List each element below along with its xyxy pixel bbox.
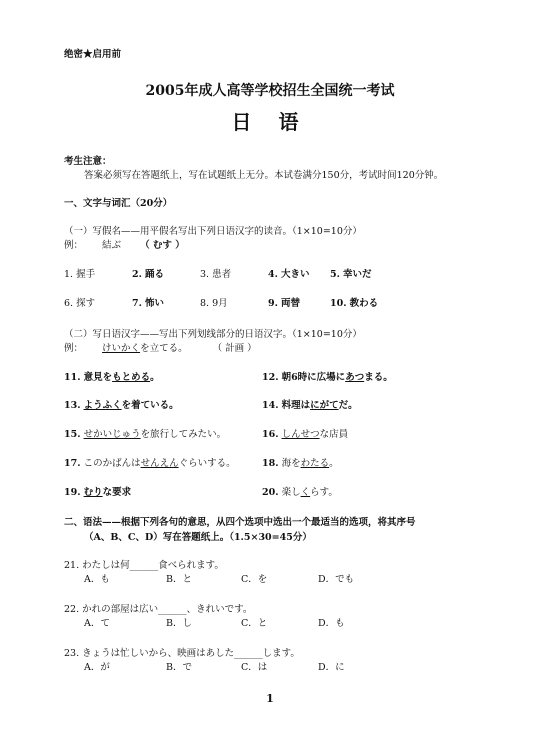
- part2-item-17: 17. このかばんはせんえんぐらいする。: [64, 458, 236, 469]
- question-22-option-b: B．し: [166, 618, 192, 629]
- part1-item-7: 7. 怖い: [132, 298, 164, 309]
- part1-item-8: 8. 9月: [200, 298, 228, 309]
- question-22: 22. かれの部屋は広い______、きれいです。: [64, 604, 253, 615]
- notice-heading: 考生注意：: [64, 156, 112, 167]
- question-23-option-a: A．が: [84, 662, 110, 673]
- question-21-option-c: C．を: [241, 574, 268, 585]
- part1-item-4: 4. 大きい: [268, 269, 310, 280]
- notice-text: 答案必须写在答题纸上，写在试题纸上无分。本试卷满分150分，考试时间120分钟。: [84, 170, 444, 181]
- part2-item-16: 16. しんせつな店員: [262, 429, 349, 440]
- question-21-option-b: B．と: [166, 574, 192, 585]
- part1-item-1: 1. 握手: [64, 269, 96, 280]
- example-label: 例：: [64, 240, 84, 251]
- part1-item-9: 9. 両替: [268, 298, 300, 309]
- part2-item-14: 14. 料理はにがてだ。: [262, 400, 358, 411]
- question-22-option-d: D．も: [318, 618, 345, 629]
- part2-item-20: 20. 楽しくらす。: [262, 487, 338, 498]
- example-answer: （ むす ）: [140, 240, 185, 251]
- question-21-option-a: A．も: [84, 574, 110, 585]
- question-21: 21. わたしは何______食べられます。: [64, 560, 224, 571]
- part2-item-19: 19. むりな要求: [64, 487, 132, 498]
- part1-item-5: 5. 幸いだ: [330, 269, 372, 280]
- question-22-option-a: A．て: [84, 618, 110, 629]
- question-23: 23. きょうは忙しいから、映画はあした______します。: [64, 648, 300, 659]
- question-23-option-b: B．で: [166, 662, 192, 673]
- part2-item-18: 18. 海をわたる。: [262, 458, 339, 469]
- question-21-option-d: D．でも: [318, 574, 355, 585]
- part2-instruction: （二）写日语汉字——写出下列划线部分的日语汉字。（1×10=10分）: [64, 329, 362, 340]
- example-underlined: けいかく: [102, 343, 141, 354]
- section1-heading: 一、文字与词汇（20分）: [64, 198, 173, 209]
- example-label: 例：: [64, 343, 84, 354]
- part1-item-6: 6. 探す: [64, 298, 96, 309]
- part2-item-15: 15. せかいじゅうを旅行してみたい。: [64, 429, 227, 440]
- question-23-option-d: D．に: [318, 662, 345, 673]
- part1-item-10: 10. 教わる: [330, 298, 379, 309]
- part2-item-13: 13. ようふくを着ている。: [64, 400, 179, 411]
- part2-item-11: 11. 意見をもとめる。: [64, 372, 160, 383]
- part1-item-3: 3. 患者: [200, 269, 232, 280]
- example-rest: を立てる。: [140, 343, 188, 354]
- question-22-option-c: C．と: [241, 618, 268, 629]
- exam-title: 2005年成人高等学校招生全国统一考试: [145, 83, 395, 99]
- section2-heading: 二、语法——根据下列各句的意思，从四个选项中选出一个最适当的选项，将其序号: [64, 517, 416, 528]
- question-23-option-c: C．は: [241, 662, 268, 673]
- part2-example: [64, 340, 257, 354]
- confidential-label: 绝密★启用前: [64, 49, 122, 60]
- section2-heading-line2: （A、B、C、D）写在答题纸上。（1.5×30=45分）: [84, 532, 312, 543]
- example-word: 結ぶ: [102, 240, 122, 251]
- page-number: 1: [266, 692, 274, 705]
- part1-example: [64, 237, 185, 251]
- part1-item-2: 2. 踊る: [132, 269, 164, 280]
- part1-instruction: （一）写假名——用平假名写出下列日语汉字的读音。（1×10=10分）: [64, 226, 362, 237]
- example-answer: （ 計画 ）: [212, 343, 257, 354]
- part2-item-12: 12. 朝6時に広場にあつまる。: [262, 372, 393, 383]
- exam-subject: 日 语: [231, 110, 309, 134]
